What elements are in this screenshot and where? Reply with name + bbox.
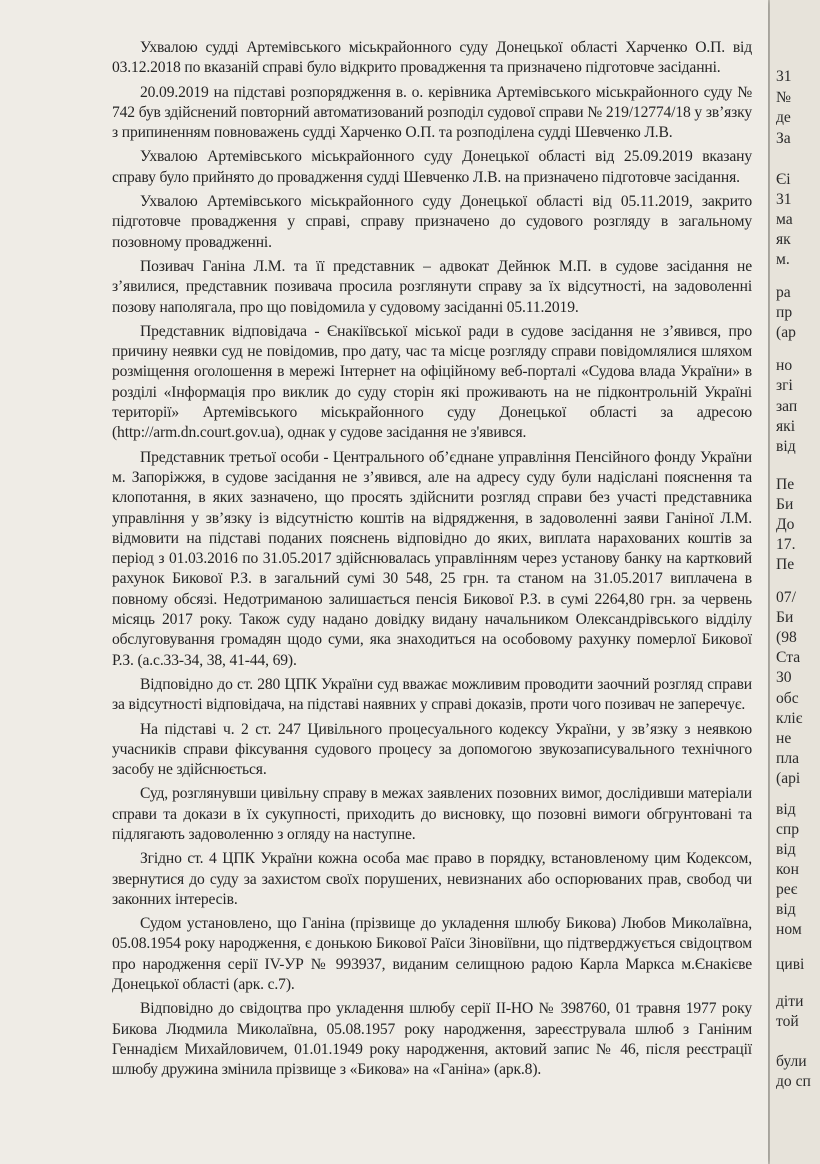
next-page-fragment: ра xyxy=(776,284,791,301)
next-page-fragment: від xyxy=(776,801,796,818)
next-page-fragment: (98 xyxy=(776,629,797,646)
next-page-fragment: ма xyxy=(776,211,793,228)
next-page-fragment: циві xyxy=(776,956,805,973)
paragraph-default-hearing: Відповідно до ст. 280 ЦПК України суд вважає можливим проводити заочний розгляд справи за відсутності відповідача, на підставі наявних у справі доказів, проти чого позивач не заперечує. xyxy=(112,675,752,714)
paragraph-marriage-certificate: Відповідно до свідоцтва про укладення шлюбу серії II-НО № 398760, 01 травня 1977 року Бикова Людмила Миколаївна, 05.08.1957 року народження, зареєструвала шлюб з Ганіним Геннадієм Михайловичем, 01.01.1949 року народження, актовий запис № 46, після реєстрації шлюбу дружина змінила прізвище з «Бикова» на «Ганіна» (арк.8). xyxy=(112,1000,752,1079)
paragraph-preparatory-hearing: Ухвалою судді Артемівського міськрайонного суду Донецької області Харченко О.П. від 03.12.2018 по вказаній справі було відкрито провадження та призначено підготовче засіданні. xyxy=(112,39,752,77)
next-page-fragment: Пе xyxy=(776,556,795,573)
next-page-fragment: від xyxy=(776,901,796,918)
next-page-fragment: кон xyxy=(776,861,799,878)
paragraph-court-conclusion: Суд, розглянувши цивільну справу в межах заявлених позовних вимог, дослідивши матеріали справи та докази в їх сукупності, приходить до висновку, що позовні вимоги обгрунтовані та підлягають задоволенню з огляду на наступне. xyxy=(112,785,752,843)
paragraph-proceedings-closed: Ухвалою Артемівського міськрайонного суду Донецької області від 05.11.2019, закрито підготовче провадження у справі, справу призначено до судового розгляду в загальному позовному провадженні. xyxy=(112,193,752,251)
next-page-fragment: зап xyxy=(776,398,798,415)
paragraph-case-reassignment: 20.09.2019 на підставі розпорядження в. о. керівника Артемівського міськрайонного суду № 742 був здійснений повторний автоматизований розподіл судової справи № 219/12774/18 у зв’язку з припиненням повноважень судді Харченко О.П. та розподілена судді Шевченко Л.В. xyxy=(112,83,752,142)
next-page-fragment: пр xyxy=(776,304,793,321)
next-page-fragment: До xyxy=(776,516,795,533)
next-page-fragment: діти xyxy=(776,993,804,1010)
next-page-fragment: згі xyxy=(776,377,793,394)
paragraph-birth-certificate: Судом установлено, що Ганіна (прізвище до укладення шлюбу Бикова) Любов Миколаївна, 05.08.1954 року народження, є донькою Бикової Раїси Зіновіївни, що підтверджується свідоцтвом про народження серії IV-УР № 993937, виданим селищною радою Карла Маркса м.Єнакієве Донецької області (арк. с.7). xyxy=(112,915,752,994)
next-page-fragment: За xyxy=(776,130,791,147)
paragraph-third-party: Представник третьої особи - Центрального об’єднане управління Пенсійного фонду України м. Запоріжжя, в судове засідання не з’явився, але на адресу суду були надіслані пояснення та клопотання, в яких зазначено, що просять здійснити розгляд справи без участі представника управління у зв’язку із відсутністю коштів на відрядження, в задоволенні заяви Ганіної Л.М. відмовити на підставі поданих пояснень відповідно до яких, виплата нарахованих коштів за період з 01.03.2016 по 31.05.2017 здійснювалась управлінням через установу банку на картковий рахунок Бикової Р.З. в загальний сумі 30 548, 25 грн. та станом на 31.05.2017 виплачена в повному обсязі. Недотриманою залишається пенсія Бикової Р.З. в сумі 2264,80 грн. за червень місяць 2017 року. Також суду надано довідку видану начальником Олександрівського відділу обслуговування громадян щодо суми, яка знаходиться на особовому рахунку померлої Бикової Р.З. (а.с.33-34, 38, 41-44, 69). xyxy=(112,448,752,669)
next-page-fragment: не xyxy=(776,730,792,747)
paragraph-case-accepted: Ухвалою Артемівського міськрайонного суду Донецької області від 25.09.2019 вказану справу було прийнято до провадження судді Шевченко Л.В. на призначено підготовче засідання. xyxy=(112,148,752,186)
next-page-fragment: від xyxy=(776,438,796,455)
next-page-fragment: № xyxy=(776,89,791,106)
next-page-fragment: де xyxy=(776,109,791,126)
next-page-fragment: 31 xyxy=(776,68,792,85)
next-page-fragment: обс xyxy=(776,690,799,707)
paragraph-plaintiff: Позивач Ганіна Л.М. та її представник – адвокат Дейнюк М.П. в судове засідання не з’явилися, представник позивача просила розглянути справу за їх відсутності, на задоволенні позову наполягала, про що повідомила у судовому засіданні 05.11.2019. xyxy=(112,257,752,316)
next-page-fragment: від xyxy=(776,841,796,858)
paragraph-article-4: Згідно ст. 4 ЦПК України кожна особа має право в порядку, встановленому цим Кодексом, звернутися до суду за захистом своїх порушених, невизнаних або оспорюваних прав, свобод чи законних інтересів. xyxy=(112,850,752,908)
next-page-fragment: Би xyxy=(776,496,794,513)
next-page-fragment: спр xyxy=(776,821,800,838)
next-page-fragment: 07/ xyxy=(776,589,796,606)
next-page-fragment: були xyxy=(776,1053,807,1070)
next-page-fragment: до сп xyxy=(776,1073,811,1090)
next-page-fragment: той xyxy=(776,1013,799,1030)
next-page-fragment: 31 xyxy=(776,191,792,208)
next-page-fragment: (арі xyxy=(776,770,801,787)
next-page-fragment: Пе xyxy=(776,476,795,493)
next-page-fragment: (ар xyxy=(776,324,796,341)
next-page-fragment: пла xyxy=(776,750,800,767)
next-page-fragment: як xyxy=(776,231,791,248)
document-body xyxy=(112,38,752,1085)
next-page-fragment: Би xyxy=(776,609,794,626)
next-page-fragment: Ста xyxy=(776,649,801,666)
next-page-edge xyxy=(770,0,820,1164)
next-page-fragment: м. xyxy=(776,251,790,268)
paragraph-recording: На підставі ч. 2 ст. 247 Цивільного процесуального кодексу України, у зв’язку з неявкою учасників справи фіксування судового процесу за допомогою звукозаписувального технічного засобу не здійснюється. xyxy=(112,720,752,779)
next-page-fragment: ном xyxy=(776,921,802,938)
paragraph-defendant: Представник відповідача - Єнакіївської міської ради в судове засідання не з’явився, про причину неявки суд не повідомив, про дату, час та місце розгляду справи повідомлялися шляхом розміщення оголошення в мережі Інтернет на офіційному веб-порталі «Судова влада України» в розділі «Інформація про виклик до суду сторін які проживають на не підконтрольній Україні території» Артемівського міськрайонного суду Донецької області за адресою (http://arm.dn.court.gov.ua), однак у судове засідання не з'явився. xyxy=(112,322,752,442)
next-page-fragment: Єі xyxy=(776,171,791,188)
next-page-fragment: 17. xyxy=(776,536,796,553)
next-page-fragment: 30 xyxy=(776,669,792,686)
next-page-fragment: реє xyxy=(776,881,798,898)
next-page-fragment: які xyxy=(776,418,796,435)
next-page-fragment: кліє xyxy=(776,710,803,727)
next-page-fragment: но xyxy=(776,357,793,374)
